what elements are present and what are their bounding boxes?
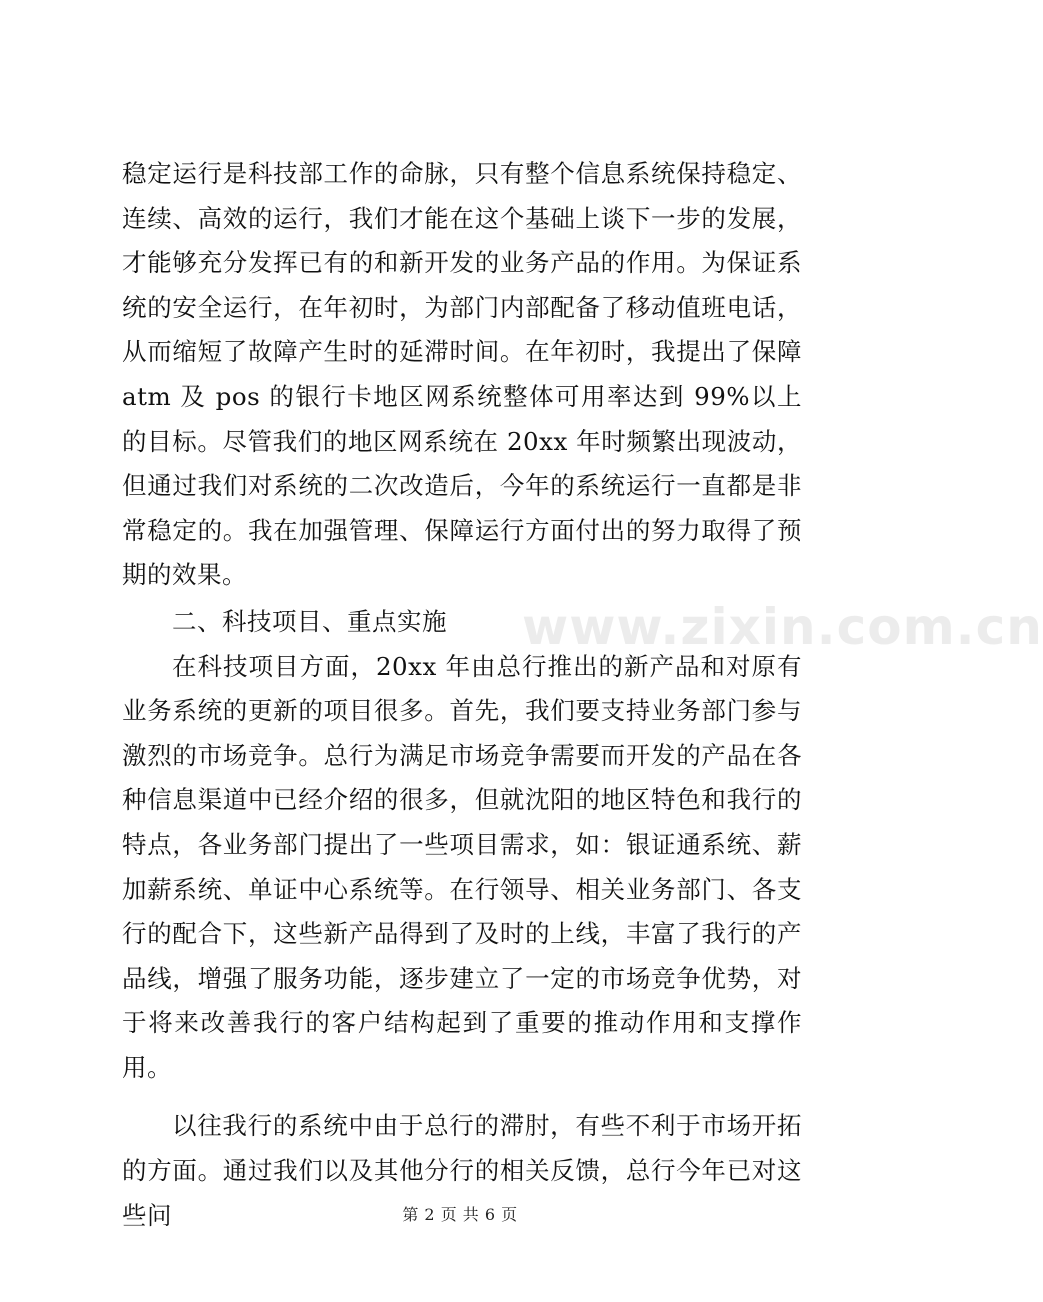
body-paragraph-2: 在科技项目方面，20xx 年由总行推出的新产品和对原有业务系统的更新的项目很多。首先，我们要支持业务部门参与激烈的市场竞争。总行为满足市场竞争需要而开发的产品在各种信息渠道中已经介绍的很多，但就沈阳的地区特色和我行的特点，各业务部门提出了一些项目需求，如：银证通系统、薪加薪系统、单证中心系统等。在行领导、相关业务部门、各支行的配合下，这些新产品得到了及时的上线，丰富了我行的产品线，增强了服务功能，逐步建立了一定的市场竞争优势，对于将来改善我行的客户结构起到了重要的推动作用和支撑作用。 — [122, 651, 802, 1082]
watermark: www.zixin.com.cn — [522, 598, 1043, 656]
body-paragraph-3: 以往我行的系统中由于总行的滞肘，有些不利于市场开拓的方面。通过我们以及其他分行的相关反馈，总行今年已对这些问 — [122, 1111, 802, 1230]
document-body — [122, 152, 802, 1238]
page-footer: 第 2 页 共 6 页 — [402, 1205, 518, 1224]
section-heading: 二、科技项目、重点实施 — [172, 606, 447, 636]
body-paragraph-1: 稳定运行是科技部工作的命脉，只有整个信息系统保持稳定、连续、高效的运行，我们才能在这个基础上谈下一步的发展，才能够充分发挥已有的和新开发的业务产品的作用。为保证系统的安全运行，在年初时，为部门内部配备了移动值班电话，从而缩短了故障产生时的延滞时间。在年初时，我提出了保障 atm 及 pos 的银行卡地区网系统整体可用率达到 99%以上的目标。尽管我们的地区网系统在 20xx 年时频繁出现波动，但通过我们对系统的二次改造后，今年的系统运行一直都是非常稳定的。我在加强管理、保障运行方面付出的努力取得了预期的效果。 — [122, 159, 802, 590]
